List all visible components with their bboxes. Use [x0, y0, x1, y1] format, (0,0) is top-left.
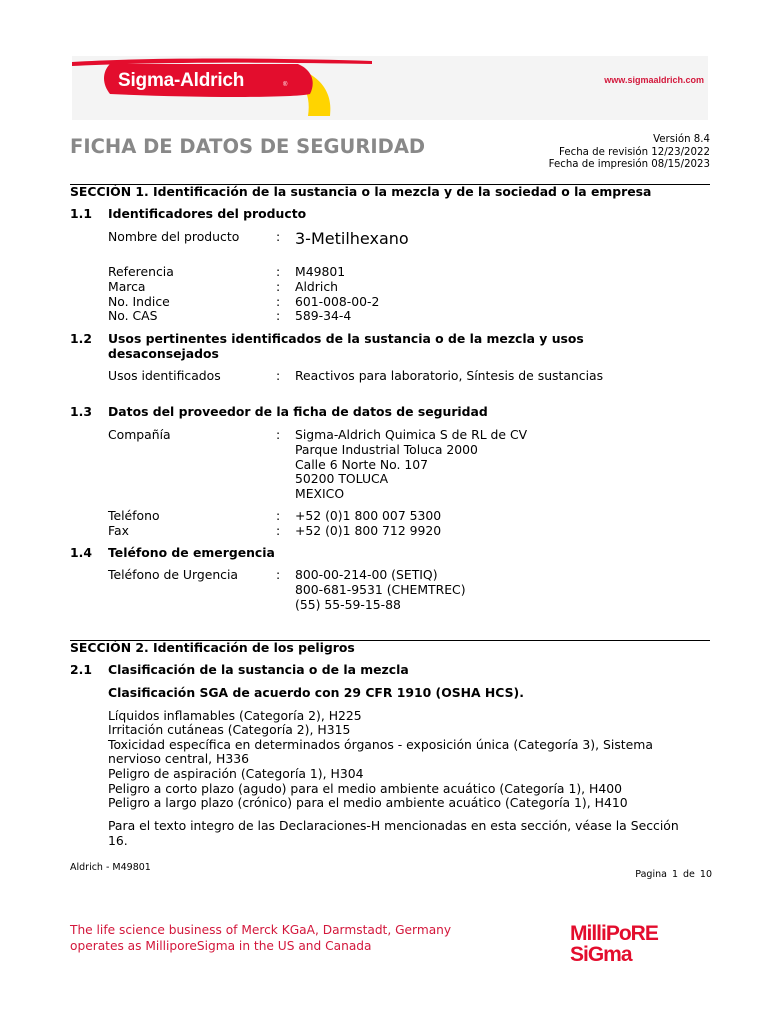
s14-number: 1.4	[70, 545, 92, 560]
s21-number: 2.1	[70, 662, 92, 677]
phone-value: +52 (0)1 800 007 5300	[295, 508, 442, 523]
cas-label: No. CAS	[108, 308, 158, 323]
hazard-item: nervioso central, H336	[108, 751, 250, 766]
h-statement-note: Para el texto integro de las Declaraciones-H mencionadas en esta sección, véase la Sección	[108, 818, 679, 833]
s11-number: 1.1	[70, 206, 92, 221]
colon: :	[276, 523, 281, 538]
page-number: Pagina 1 de 10	[635, 869, 712, 880]
s12-title-line1: Usos pertinentes identificados de la sustancia o de la mezcla y usos	[108, 331, 584, 346]
reference-label: Referencia	[108, 264, 174, 279]
colon: :	[276, 368, 281, 383]
brand-value: Aldrich	[295, 279, 338, 294]
emergency-line: 800-681-9531 (CHEMTREC)	[295, 582, 466, 597]
s13-number: 1.3	[70, 404, 92, 419]
s13-title: Datos del proveedor de la ficha de datos de seguridad	[108, 404, 488, 419]
revision-date: Fecha de revisión 12/23/2022	[559, 146, 710, 158]
company-label: Compañía	[108, 427, 171, 442]
document-title: FICHA DE DATOS DE SEGURIDAD	[70, 135, 426, 158]
section2-heading: SECCIÓN 2. Identificación de los peligros	[70, 640, 355, 655]
uses-label: Usos identificados	[108, 368, 221, 383]
merck-notice	[70, 923, 451, 954]
fax-label: Fax	[108, 523, 129, 538]
hazard-item: Peligro a largo plazo (crónico) para el medio ambiente acuático (Categoría 1), H410	[108, 795, 628, 810]
phone-label: Teléfono	[108, 508, 160, 523]
product-name-value: 3-Metilhexano	[295, 229, 409, 248]
index-value: 601-008-00-2	[295, 294, 380, 309]
print-date: Fecha de impresión 08/15/2023	[548, 159, 710, 171]
s12-number: 1.2	[70, 331, 92, 346]
version: Versión 8.4	[653, 134, 710, 145]
product-reference: Aldrich - M49801	[70, 862, 151, 873]
colon: :	[276, 229, 281, 244]
h-statement-note: 16.	[108, 833, 128, 848]
cas-value: 589-34-4	[295, 308, 352, 323]
hazard-item: Irritación cutáneas (Categoría 2), H315	[108, 722, 351, 737]
s21-subtitle: Clasificación SGA de acuerdo con 29 CFR 1910 (OSHA HCS).	[108, 685, 524, 700]
merck-line: The life science business of Merck KGaA, Darmstadt, Germany	[70, 923, 452, 937]
emergency-line: 800-00-214-00 (SETIQ)	[295, 567, 438, 582]
company-line: Calle 6 Norte No. 107	[295, 457, 429, 472]
s21-title: Clasificación de la sustancia o de la mezcla	[108, 662, 409, 677]
version-block	[549, 134, 710, 172]
website-link[interactable]: www.sigmaaldrich.com	[604, 75, 704, 85]
colon: :	[276, 279, 281, 294]
hazard-item: Líquidos inflamables (Categoría 2), H225	[108, 708, 362, 723]
mp-line2: SiGma	[570, 943, 632, 966]
colon: :	[276, 308, 281, 323]
colon: :	[276, 294, 281, 309]
merck-line: operates as MilliporeSigma in the US and Canada	[70, 938, 372, 953]
colon: :	[276, 427, 281, 442]
registered-mark: ®	[283, 82, 288, 88]
company-line: Sigma-Aldrich Quimica S de RL de CV	[295, 427, 528, 442]
emergency-line: (55) 55-59-15-88	[295, 597, 401, 612]
hazard-item: Toxicidad específica en determinados órganos - exposición única (Categoría 3), Sistema	[108, 737, 653, 752]
section1-heading: SECCIÓN 1. Identificación de la sustancia o la mezcla y de la sociedad o la empresa	[70, 184, 652, 199]
index-label: No. Indice	[108, 294, 170, 309]
mp-line1: MilliPoRE	[570, 922, 658, 945]
reference-value: M49801	[295, 264, 346, 279]
hazard-item: Peligro a corto plazo (agudo) para el medio ambiente acuático (Categoría 1), H400	[108, 781, 623, 796]
colon: :	[276, 567, 281, 582]
company-line: MEXICO	[295, 486, 345, 501]
colon: :	[276, 264, 281, 279]
product-name-label: Nombre del producto	[108, 229, 240, 244]
milliporesigma-logo	[570, 920, 716, 966]
emergency-label: Teléfono de Urgencia	[108, 567, 239, 582]
s11-title: Identificadores del producto	[108, 206, 307, 221]
fax-value: +52 (0)1 800 712 9920	[295, 523, 442, 538]
brand-label: Marca	[108, 279, 146, 294]
s14-title: Teléfono de emergencia	[108, 545, 275, 560]
company-line: 50200 TOLUCA	[295, 471, 389, 486]
hazard-item: Peligro de aspiración (Categoría 1), H304	[108, 766, 364, 781]
brand-name: Sigma-Aldrich	[118, 70, 245, 91]
s12-title-line2: desaconsejados	[108, 346, 219, 361]
company-line: Parque Industrial Toluca 2000	[295, 442, 478, 457]
uses-value: Reactivos para laboratorio, Síntesis de sustancias	[295, 368, 604, 383]
colon: :	[276, 508, 281, 523]
